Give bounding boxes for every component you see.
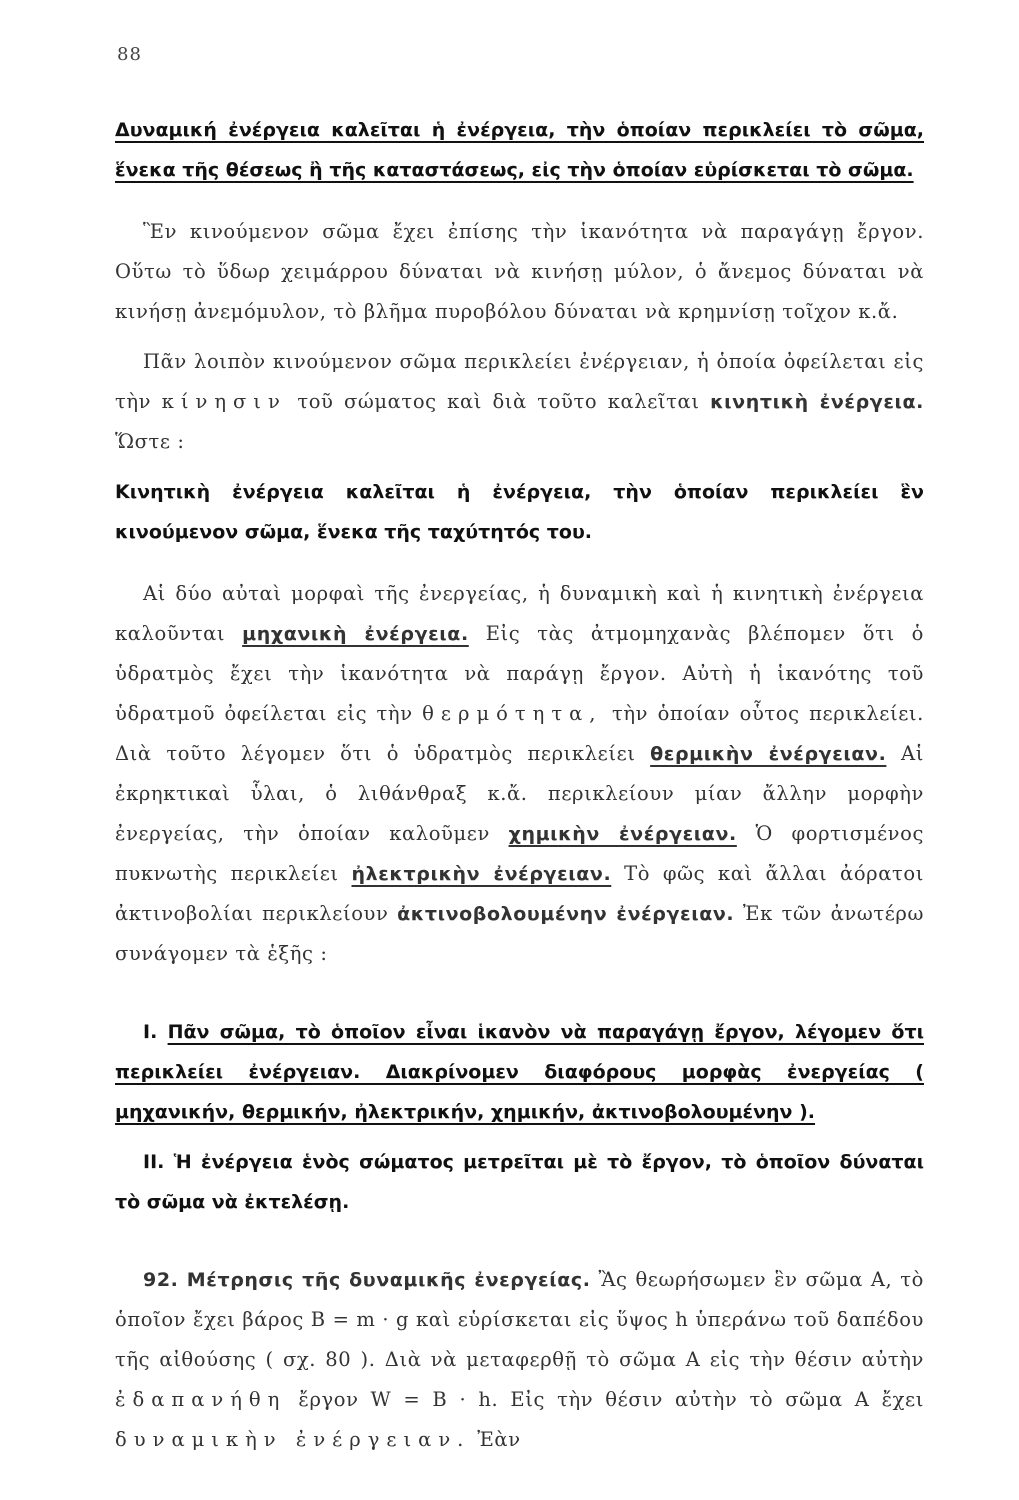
term-mechanical-energy: μηχανικὴ ἐνέργεια.: [242, 623, 469, 645]
term-thermal-energy: θερμικὴν ἐνέργειαν.: [650, 743, 887, 765]
term-radiant-energy: ἀκτινοβολουμένην ἐνέργειαν.: [397, 903, 735, 925]
text-segment: Εἰς τὰς ἀτμομηχανὰς βλέπομεν ὅτι ὁ ὑδρατμὸς ἔχει τὴν ἱκανότητα νὰ παράγῃ ἔργον. Αὐτὴ ἡ ἱκανότης τοῦ ὑδρατμοῦ ὀφείλεται εἰς τὴν: [115, 622, 924, 725]
point-text: Ἡ ἐνέργεια ἑνὸς σώματος μετρεῖται μὲ τὸ ἔργον, τὸ ὁποῖον δύναται τὸ σῶμα νὰ ἐκτελέσῃ.: [115, 1151, 924, 1213]
page-content: [115, 110, 924, 1470]
term-kinetic-energy: κινητικὴ ἐνέργεια.: [710, 391, 924, 413]
term-electrical-energy: ἠλεκτρικὴν ἐνέργειαν.: [351, 863, 612, 885]
term-chemical-energy: χημικὴν ἐνέργειαν.: [508, 823, 737, 845]
text-segment: Πᾶν λοιπὸν κινούμενον σῶμα περικλείει ἐνέργειαν, ἡ ὁποία ὀφείλεται εἰς τὴν: [115, 350, 924, 413]
spaced-term-heat: θερμότητα,: [422, 702, 603, 725]
paragraph-every-moving-body: [115, 342, 924, 462]
text-segment: ἔργον W = B · h. Εἰς τὴν θέσιν αὐτὴν τὸ σῶμα Α ἔχει: [298, 1388, 924, 1411]
paragraph-moving-body: Ἓν κινούμενον σῶμα ἔχει ἐπίσης τὴν ἱκανότητα νὰ παραγάγῃ ἔργον. Οὕτω τὸ ὕδωρ χειμάρρου δύναται νὰ κινήσῃ μύλον, ὁ ἄνεμος δύναται νὰ κινήσῃ ἀνεμόμυλον, τὸ βλῆμα πυροβόλου δύναται νὰ κρημνίσῃ τοῖχον κ.ἄ.: [115, 220, 924, 323]
text-segment: Αἱ δύο αὐταὶ μορφαὶ τῆς ἐνεργείας, ἡ δυναμικὴ καὶ ἡ κινητικὴ ἐνέργεια καλοῦνται: [115, 582, 924, 645]
text-segment: Ὁ φορτισμένος πυκνωτὴς περικλείει: [115, 822, 924, 885]
spaced-term-kinesis: κίνησιν: [161, 390, 287, 413]
text-segment: Ἂς θεωρήσωμεν ἓν σῶμα Α, τὸ ὁποῖον ἔχει βάρος Β = m · g καὶ εὑρίσκεται εἰς ὕψος h ὑπεράνω τοῦ δαπέδου τῆς αἰθούσης ( σχ. 80 ). Διὰ νὰ μεταφερθῇ τὸ σῶμα Α εἰς τὴν θέσιν αὐτὴν: [115, 1268, 924, 1371]
text-segment: Τὸ φῶς καὶ ἄλλαι ἀόρατοι ἀκτινοβολίαι περικλείουν: [115, 862, 924, 925]
text-segment: Ὥστε :: [115, 430, 185, 453]
definition-potential-energy: Δυναμική ἐνέργεια καλεῖται ἡ ἐνέργεια, τὴν ὁποίαν περικλείει τὸ σῶμα, ἕνεκα τῆς θέσεως ἢ τῆς καταστάσεως, εἰς τὴν ὁποίαν εὑρίσκεται τὸ σῶμα.: [115, 119, 924, 181]
text-segment: τοῦ σώματος καὶ διὰ τοῦτο καλεῖται: [297, 390, 700, 413]
conclusion-point-1: [115, 1012, 924, 1132]
section-92: [115, 1260, 924, 1460]
paragraph-mechanical-energy: [115, 574, 924, 974]
definition-kinetic-energy: Κινητικὴ ἐνέργεια καλεῖται ἡ ἐνέργεια, τὴν ὁποίαν περικλείει ἓν κινούμενον σῶμα, ἕνεκα τῆς ταχύτητός του.: [115, 481, 924, 543]
page-number: 88: [117, 44, 142, 65]
point-number: Ι.: [143, 1021, 158, 1043]
text-segment: Αἱ ἐκρηκτικαὶ ὗλαι, ὁ λιθάνθραξ κ.ἄ. περικλείουν μίαν ἄλλην μορφὴν ἐνεργείας, τὴν ὁποίαν καλοῦμεν: [115, 742, 924, 845]
section-heading: 92. Μέτρησις τῆς δυναμικῆς ἐνεργείας.: [143, 1269, 591, 1291]
spaced-term-spent: ἐδαπανήθη: [115, 1388, 287, 1411]
point-text: Πᾶν σῶμα, τὸ ὁποῖον εἶναι ἱκανὸν νὰ παραγάγῃ ἔργον, λέγομεν ὅτι περικλείει ἐνέργειαν. Διακρίνομεν διαφόρους μορφὰς ἐνεργείας ( μηχανικήν, θερμικήν, ἠλεκτρικήν, χημικήν, ἀκτινοβολουμένην ).: [115, 1021, 924, 1123]
conclusion-point-2: [115, 1142, 924, 1222]
text-segment: Ἐὰν: [477, 1428, 521, 1451]
spaced-term-potential-energy: δυναμικὴν ἐνέργειαν.: [115, 1428, 471, 1451]
point-number: ΙΙ.: [143, 1151, 165, 1173]
text-segment: τὴν ὁποίαν οὗτος περικλείει. Διὰ τοῦτο λέγομεν ὅτι ὁ ὑδρατμὸς περικλείει: [115, 702, 924, 765]
text-segment: Ἐκ τῶν ἀνωτέρω συνάγομεν τὰ ἑξῆς :: [115, 902, 924, 965]
